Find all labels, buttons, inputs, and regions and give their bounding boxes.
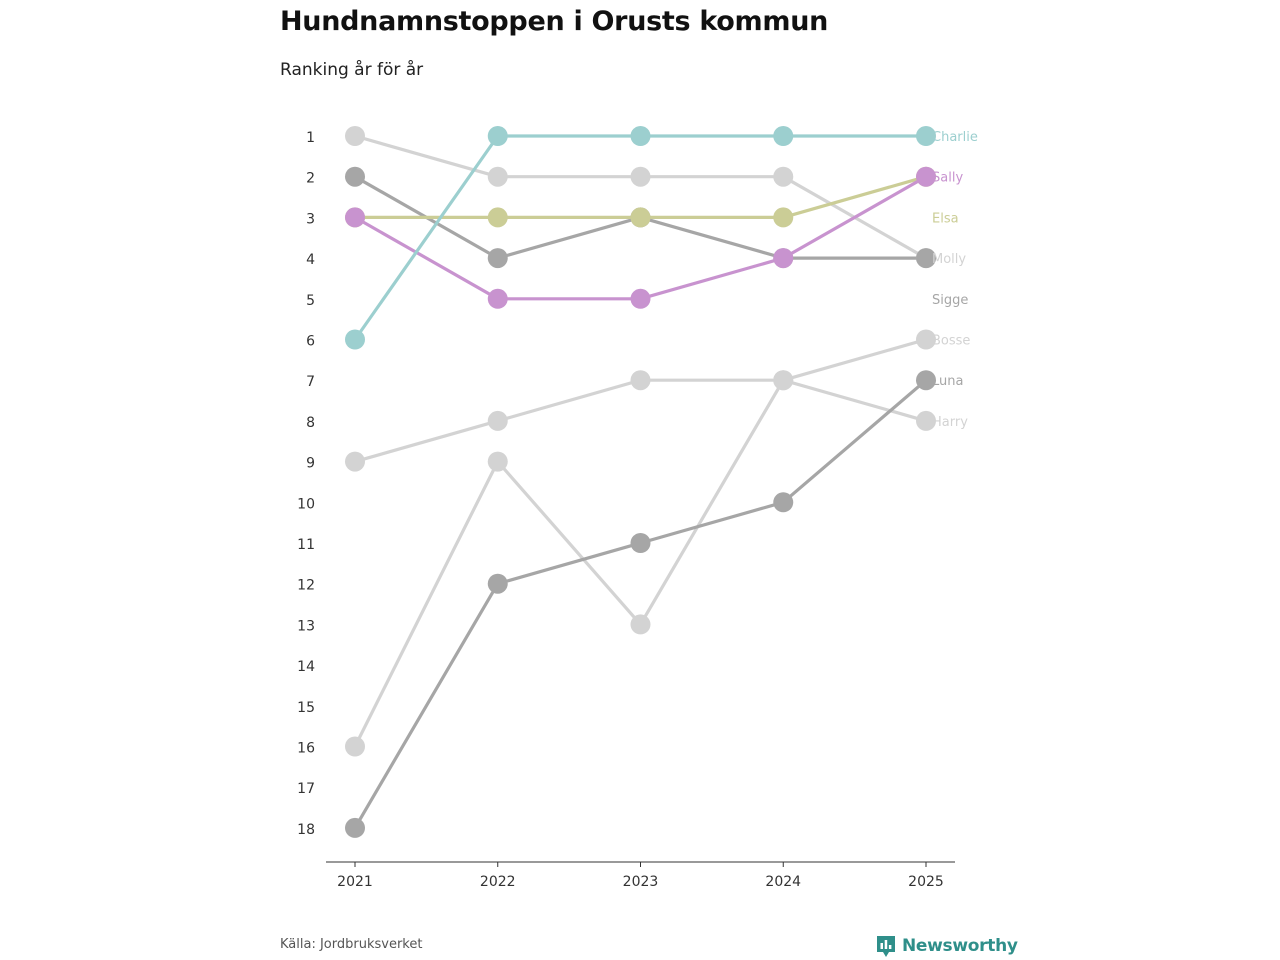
point-harry-2022 — [488, 452, 508, 472]
y-tick-label: 7 — [306, 374, 315, 391]
point-harry-2023 — [631, 614, 651, 634]
point-harry-2021 — [345, 737, 365, 757]
end-label-bosse: Bosse — [932, 333, 971, 349]
point-harry-2024 — [773, 370, 793, 390]
point-charlie-2023 — [631, 126, 651, 146]
point-bosse-2023 — [631, 370, 651, 390]
series-line-harry — [355, 380, 926, 746]
y-tick-label: 10 — [297, 496, 315, 513]
series-end-labels — [932, 130, 978, 430]
point-molly-2024 — [773, 167, 793, 187]
x-tick-label: 2024 — [765, 874, 802, 890]
series-line-molly — [355, 136, 926, 258]
point-luna-2023 — [631, 533, 651, 553]
series-line-bosse — [355, 340, 926, 462]
point-sigge-2021 — [345, 167, 365, 187]
brand-name: Newsworthy — [902, 936, 1018, 956]
y-tick-label: 12 — [297, 577, 315, 594]
point-sally-2022 — [488, 289, 508, 309]
source-note: Källa: Jordbruksverket — [280, 937, 423, 952]
end-label-luna: Luna — [932, 374, 964, 390]
y-tick-label: 13 — [297, 618, 315, 635]
point-sigge-2022 — [488, 248, 508, 268]
y-tick-label: 3 — [306, 211, 315, 228]
series-line-charlie — [355, 136, 926, 340]
series-lines — [355, 136, 926, 828]
y-tick-label: 8 — [306, 414, 315, 431]
x-tick-label: 2023 — [622, 874, 659, 890]
newsworthy-brand[interactable] — [875, 934, 1018, 958]
x-tick-label: 2021 — [337, 874, 373, 890]
end-label-elsa: Elsa — [932, 211, 959, 227]
chart-subtitle: Ranking år för år — [280, 60, 424, 80]
point-luna-2021 — [345, 818, 365, 838]
point-sally-2021 — [345, 207, 365, 227]
y-tick-label: 11 — [297, 537, 315, 553]
y-tick-label: 9 — [306, 455, 315, 472]
point-molly-2021 — [345, 126, 365, 146]
end-label-sally: Sally — [932, 170, 964, 186]
y-tick-label: 14 — [297, 659, 315, 676]
point-luna-2022 — [488, 574, 508, 594]
point-sally-2024 — [773, 248, 793, 268]
point-charlie-2021 — [345, 330, 365, 350]
x-axis-ticks — [337, 862, 944, 890]
series-points — [345, 126, 936, 838]
end-label-molly: Molly — [932, 252, 967, 268]
y-tick-label: 6 — [306, 333, 315, 350]
y-tick-label: 18 — [297, 821, 315, 838]
end-label-sigge: Sigge — [932, 292, 969, 308]
y-tick-label: 2 — [306, 170, 315, 187]
end-label-charlie: Charlie — [932, 130, 978, 145]
point-molly-2023 — [631, 167, 651, 187]
point-charlie-2024 — [773, 126, 793, 146]
chart-title: Hundnamnstoppen i Orusts kommun — [280, 6, 829, 37]
x-tick-label: 2025 — [908, 874, 944, 890]
point-elsa-2023 — [631, 207, 651, 227]
point-sally-2023 — [631, 289, 651, 309]
point-bosse-2022 — [488, 411, 508, 431]
y-tick-label: 15 — [297, 699, 315, 716]
series-line-luna — [355, 380, 926, 828]
y-tick-label: 5 — [306, 292, 315, 309]
y-tick-label: 17 — [297, 781, 315, 798]
point-elsa-2022 — [488, 207, 508, 227]
point-charlie-2022 — [488, 126, 508, 146]
newsworthy-logo-icon — [875, 934, 897, 958]
x-tick-label: 2022 — [479, 874, 516, 890]
point-luna-2024 — [773, 492, 793, 512]
point-bosse-2021 — [345, 452, 365, 472]
end-label-harry: Harry — [932, 414, 968, 430]
point-elsa-2024 — [773, 207, 793, 227]
y-axis-ticks — [297, 130, 315, 838]
y-tick-label: 1 — [306, 130, 315, 146]
series-line-sally — [355, 177, 926, 299]
y-tick-label: 16 — [297, 740, 315, 757]
point-molly-2022 — [488, 167, 508, 187]
y-tick-label: 4 — [306, 252, 315, 269]
